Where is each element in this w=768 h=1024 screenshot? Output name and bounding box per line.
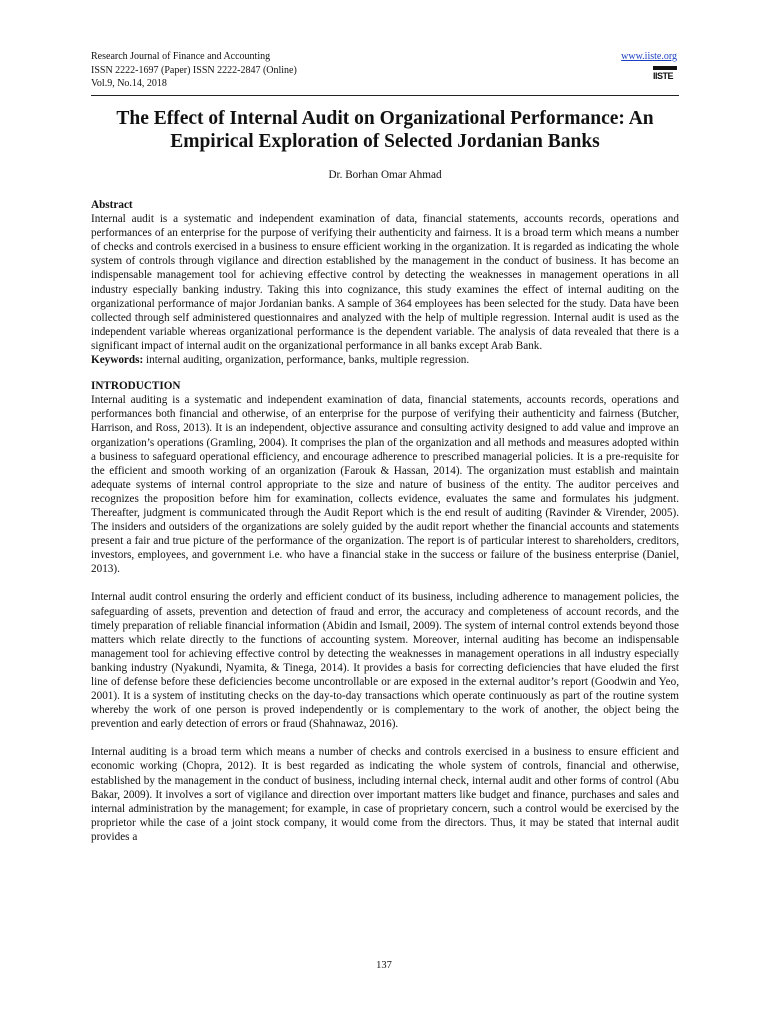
abstract-heading: Abstract bbox=[91, 199, 133, 211]
introduction-heading: INTRODUCTION bbox=[91, 380, 181, 393]
keywords-label: Keywords: bbox=[91, 354, 144, 367]
journal-url-link[interactable]: www.iiste.org bbox=[621, 51, 677, 62]
author-name: Dr. Borhan Omar Ahmad bbox=[328, 169, 442, 181]
journal-name: Research Journal of Finance and Accounting bbox=[91, 51, 271, 62]
journal-volume: Vol.9, No.14, 2018 bbox=[91, 78, 167, 89]
page-number: 137 bbox=[376, 960, 392, 971]
running-header bbox=[91, 50, 679, 96]
keywords-text: internal auditing, organization, performance, banks, multiple regression. bbox=[143, 354, 470, 367]
iiste-logo-icon bbox=[653, 66, 677, 88]
intro-paragraph-1: Internal auditing is a systematic and independent examination of data, financial statements, accounts records, operations and performances both financial and otherwise, of an enterprise for the purpose of verifying their authenticity and fairness (Butcher, Harrison, and Ross, 2013). It is an independent, objective assurance and consulting activity designed to add value and improve an organization’s operations (Gramling, 2004). It comprises the plan of the organization and all methods and measures adopted within a business to safeguard operational efficiency, and encourage adherence to prescribed managerial policies. It is a pre-requisite for the efficient and smooth working of an organization (Farouk & Hassan, 2014). The organization must establish and maintain adequate systems of internal control appropriate to the size and nature of business of the entity. The auditor perceives and recognizes the proposition before him for examination, collects evidence, evaluates the same and formulates his judgment. Thereafter, judgment is communicated through the Audit Report which is the end result of auditing (Ravinder & Virender, 2005). The insiders and outsiders of the organizations are solely guided by the audit report whether the financial accounts and statements present a fair and true picture of the performance of the organization. The report is of particular interest to shareholders, creditors, investors, employees, and government i.e. who have a financial stake in the success or failure of the business enterprise (Daniel, 2013). bbox=[91, 394, 679, 576]
paper-page bbox=[91, 50, 679, 844]
keywords-line bbox=[91, 353, 679, 367]
intro-paragraph-2: Internal audit control ensuring the orderly and efficient conduct of its business, including adherence to management policies, the safeguarding of assets, prevention and detection of fraud and error, the accuracy and completeness of account records, and the timely preparation of reliable financial information (Abidin and Ismail, 2009). The system of internal control extends beyond those matters which relate directly to the functions of accounting system. Moreover, internal auditing has become an indispensable management tool for achieving effective control by detecting the weaknesses in management operations in all industry especially banking industry (Nyakundi, Nyamita, & Tinega, 2014). It provides a basis for correcting deficiencies that have eluded the first line of defense before these deficiencies become uncontrollable or are exposed in the external auditor’s report (Goodwin and Yeo, 2001). It is a system of instituting checks on the day-to-day transactions which operate continuously as part of the routine system whereby the work of one person is proved independently or is complementary to the work of another, the object being the prevention and early detection of errors or fraud (Shahnawaz, 2016). bbox=[91, 591, 679, 731]
paper-title: The Effect of Internal Audit on Organizational Performance: An Empirical Exploration of Selected Jordanian Banks bbox=[116, 108, 654, 152]
abstract-text: Internal audit is a systematic and independent examination of data, financial statements, accounts records, operations and performances of an enterprise for the purpose of verifying their authenticity and fairness. It is a broad term which means a number of checks and controls exercised in a business to ensure efficient working in the organization. It is regarded as indicating the whole system of controls through vigilance and direction established by the management in the conduct of business. It has become an indispensable management tool for achieving effective control by detecting the weaknesses in management operations in all industry especially banking industry. Taking this into cognizance, this study examines the effect of internal auditing on the organizational performance of major Jordanian banks. A sample of 364 employees has been selected for the study. Data have been collected through self administered questionnaires and analyzed with the help of multiple regression. Internal audit is used as the independent variable whereas organizational performance is the dependent variable. The analysis of data revealed that there is a significant impact of internal audit on the organizational performance in all banks except Arab Bank. bbox=[91, 213, 679, 352]
header-rule bbox=[91, 95, 679, 96]
journal-info bbox=[91, 50, 297, 91]
journal-issn: ISSN 2222-1697 (Paper) ISSN 2222-2847 (Online) bbox=[91, 64, 297, 76]
logo-text: IISTE bbox=[653, 71, 674, 81]
intro-paragraph-3: Internal auditing is a broad term which means a number of checks and controls exercised in a business to ensure efficient and economic working (Chopra, 2012). It is best regarded as indicating the whole system of controls, financial and otherwise, established by the management in the conduct of business, including internal check, internal audit and other forms of control (Abu Bakar, 2009). It involves a sort of vigilance and direction over important matters like budget and finance, purchases and sales and internal administration by the management; for example, in case of proprietary concern, such a control would be exercised by the proprietor while the case of a joint stock company, it would come from the directors. Thus, it may be stated that internal audit provides a bbox=[91, 746, 679, 843]
